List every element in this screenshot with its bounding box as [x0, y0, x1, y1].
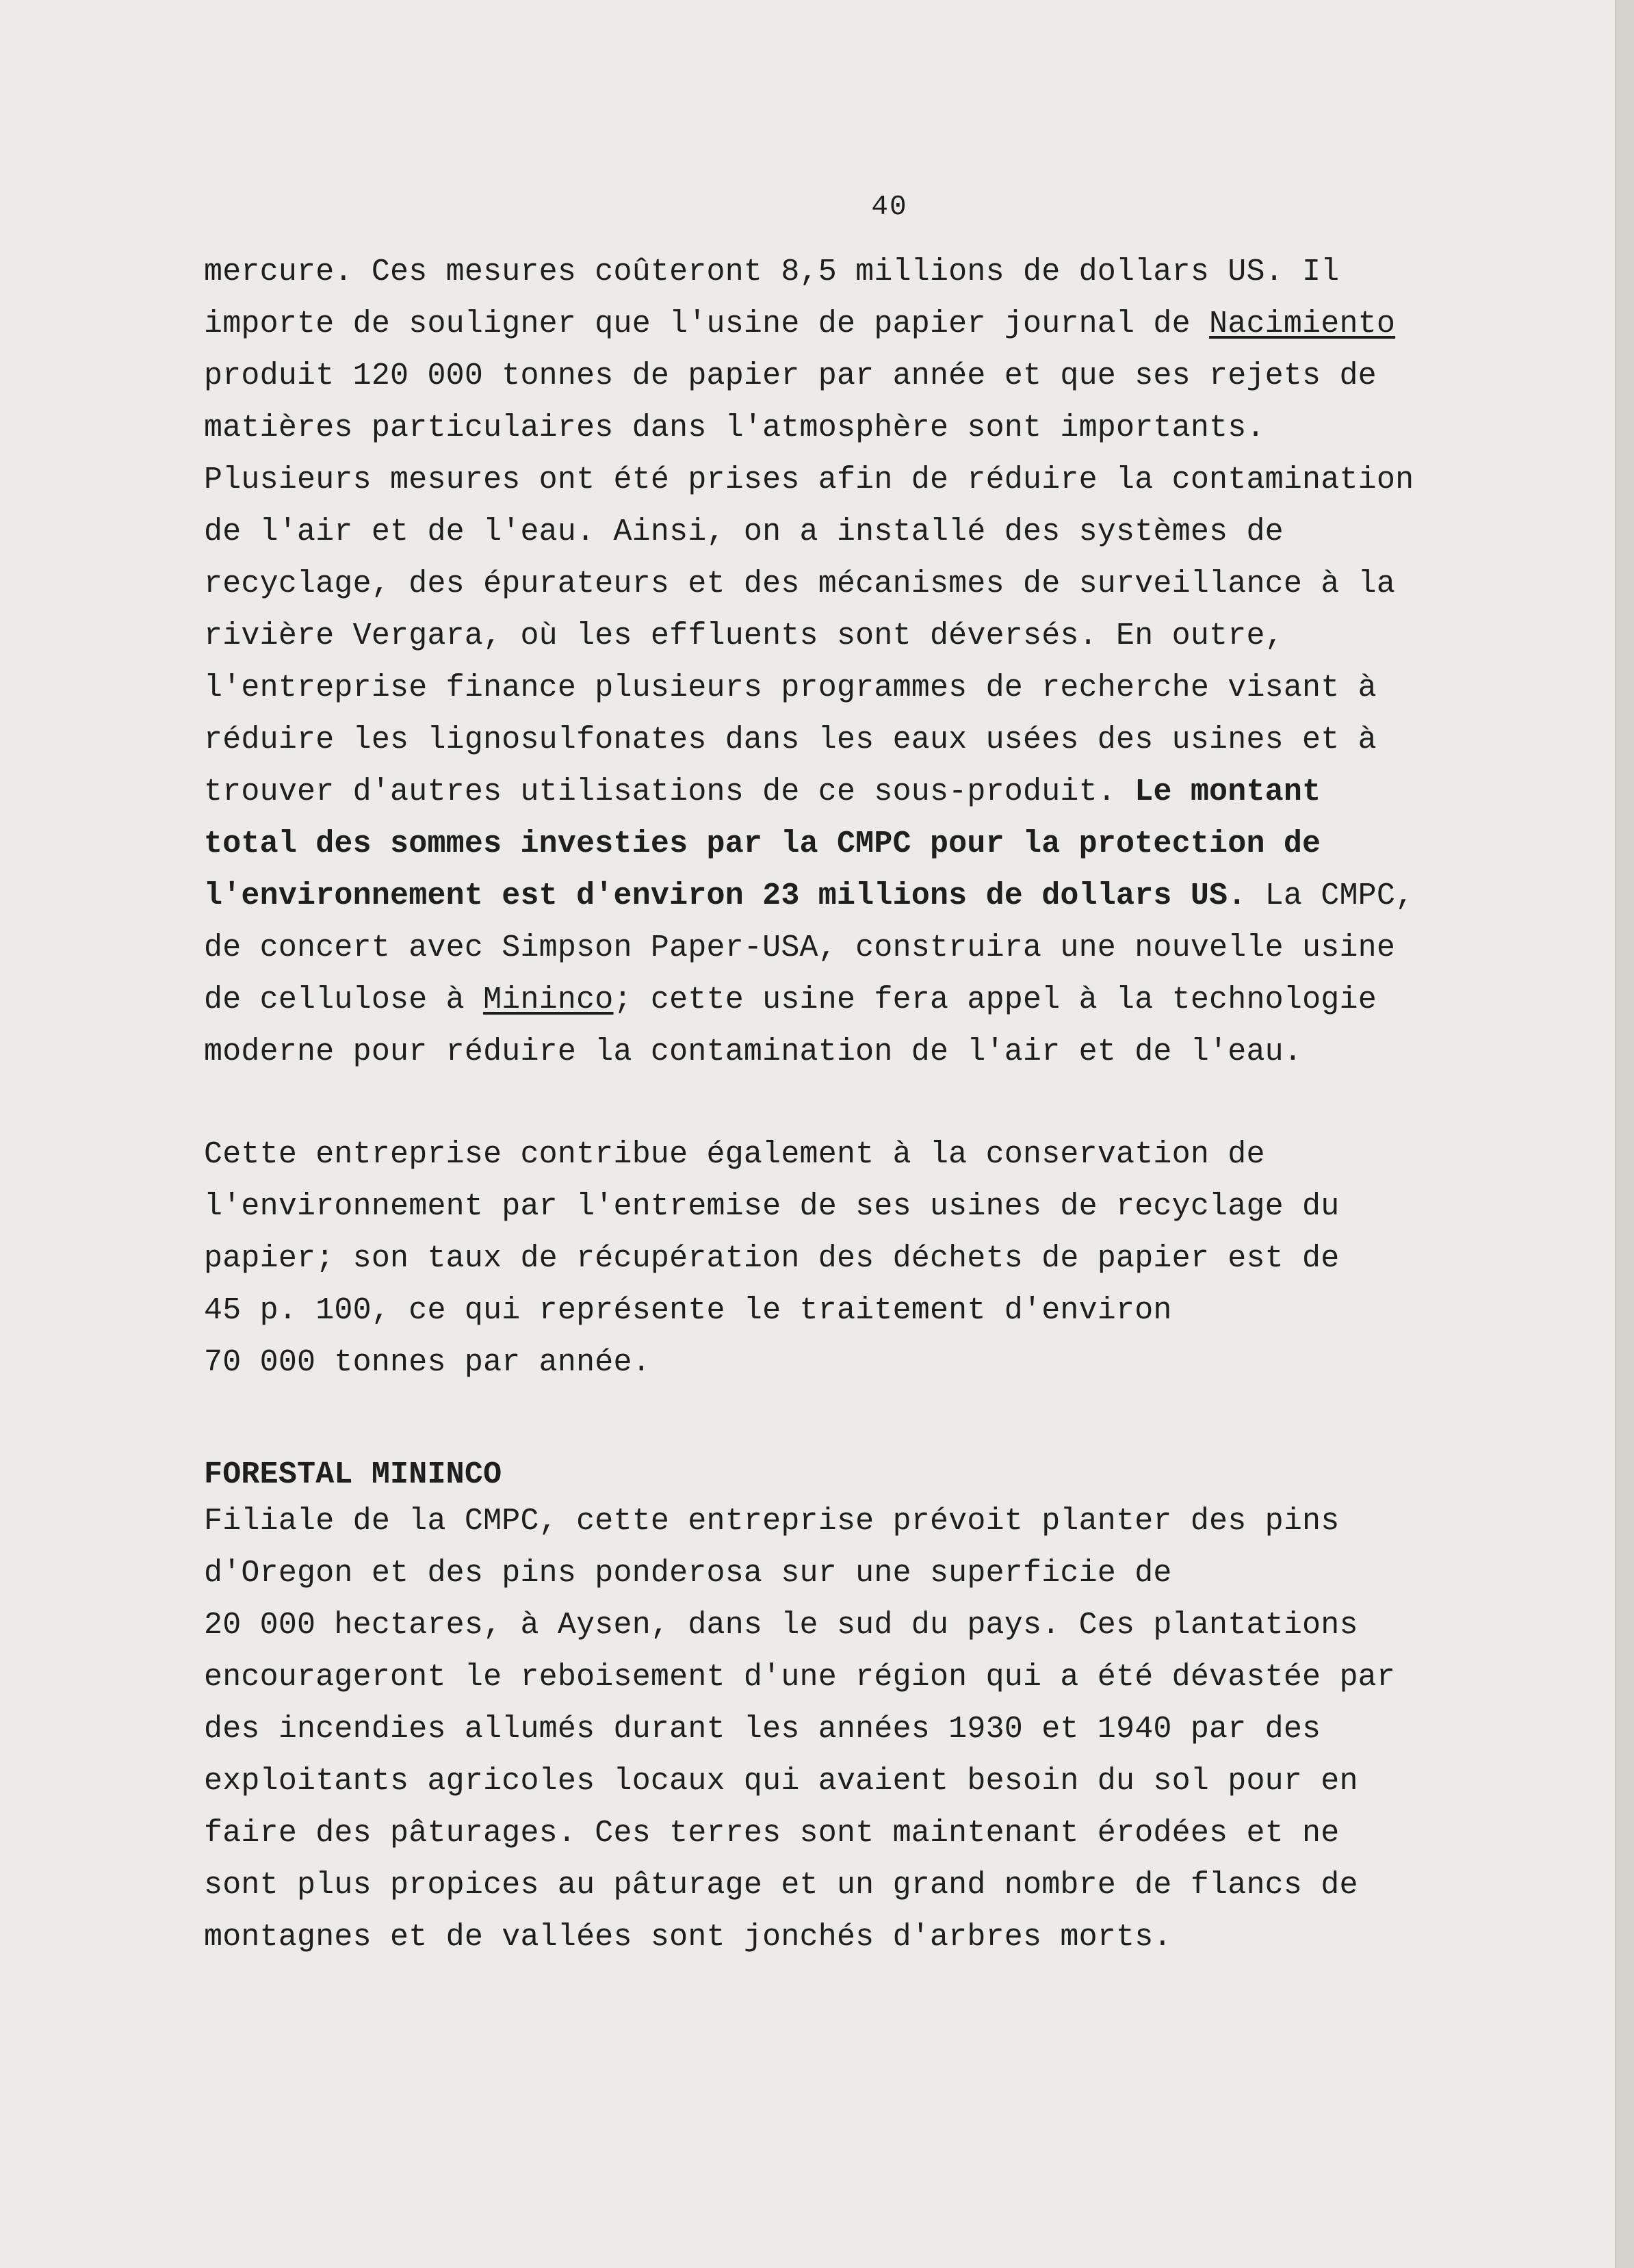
- text-run: La CMPC,: [1246, 878, 1414, 913]
- text-line: rivière Vergara, où les effluents sont déversés. En outre,: [204, 618, 1284, 653]
- text-line: réduire les lignosulfonates dans les eaux usées des usines et à: [204, 722, 1377, 757]
- text-line: 70 000 tonnes par année.: [204, 1345, 651, 1380]
- text-line: sont plus propices au pâturage et un grand nombre de flancs de: [204, 1868, 1358, 1903]
- text-line: matières particulaires dans l'atmosphère sont importants.: [204, 410, 1265, 445]
- text-run: de cellulose à: [204, 982, 484, 1017]
- text-line: exploitants agricoles locaux qui avaient besoin du sol pour en: [204, 1764, 1358, 1799]
- text-line: Cette entreprise contribue également à la conservation de: [204, 1137, 1265, 1172]
- bold-text-run: l'environnement est d'environ 23 millions de dollars US.: [204, 878, 1247, 913]
- paragraph-recycling: [204, 1129, 1566, 1389]
- bold-text-line: total des sommes investies par la CMPC pour la protection de: [204, 826, 1321, 861]
- text-line: [204, 870, 1566, 922]
- text-line: Filiale de la CMPC, cette entreprise prévoit planter des pins: [204, 1504, 1340, 1539]
- text-line: 45 p. 100, ce qui représente le traitement d'environ: [204, 1293, 1172, 1328]
- text-line: produit 120 000 tonnes de papier par année et que ses rejets de: [204, 359, 1377, 393]
- text-line: faire des pâturages. Ces terres sont maintenant érodées et ne: [204, 1816, 1340, 1851]
- underlined-place-name: Mininco: [483, 982, 614, 1017]
- text-run: trouver d'autres utilisations de ce sous-produit.: [204, 774, 1135, 809]
- text-line: l'entreprise finance plusieurs programmes de recherche visant à: [204, 670, 1377, 705]
- text-line: encourageront le reboisement d'une région qui a été dévastée par: [204, 1660, 1396, 1695]
- text-line: [204, 974, 1566, 1026]
- text-line: l'environnement par l'entremise de ses usines de recyclage du: [204, 1189, 1340, 1224]
- text-line: mercure. Ces mesures coûteront 8,5 millions de dollars US. Il: [204, 255, 1340, 289]
- text-line: montagnes et de vallées sont jonchés d'arbres morts.: [204, 1920, 1172, 1955]
- text-line: de concert avec Simpson Paper-USA, construira une nouvelle usine: [204, 930, 1396, 965]
- text-line: 20 000 hectares, à Aysen, dans le sud du pays. Ces plantations: [204, 1608, 1358, 1643]
- text-line: recyclage, des épurateurs et des mécanismes de surveillance à la: [204, 566, 1396, 601]
- text-run: ; cette usine fera appel à la technologie: [613, 982, 1377, 1017]
- paragraph-forestal-mininco: [204, 1496, 1566, 1964]
- text-line: des incendies allumés durant les années 1930 et 1940 par des: [204, 1712, 1321, 1747]
- text-line: d'Oregon et des pins ponderosa sur une superficie de: [204, 1556, 1172, 1591]
- page-number: 40: [871, 192, 908, 223]
- page-edge: [1615, 0, 1634, 2268]
- text-run: importe de souligner que l'usine de papier journal de: [204, 307, 1210, 341]
- paragraph-cmpc-measures: [204, 246, 1566, 1078]
- text-line: [204, 766, 1566, 818]
- text-line: de l'air et de l'eau. Ainsi, on a installé des systèmes de: [204, 514, 1284, 549]
- underlined-place-name: Nacimiento: [1209, 307, 1396, 341]
- section-heading: FORESTAL MININCO: [204, 1457, 502, 1492]
- text-line: [204, 298, 1566, 350]
- text-line: papier; son taux de récupération des déchets de papier est de: [204, 1241, 1340, 1276]
- text-line: moderne pour réduire la contamination de l'air et de l'eau.: [204, 1034, 1303, 1069]
- bold-text-run: Le montant: [1134, 774, 1321, 809]
- text-line: Plusieurs mesures ont été prises afin de réduire la contamination: [204, 462, 1414, 497]
